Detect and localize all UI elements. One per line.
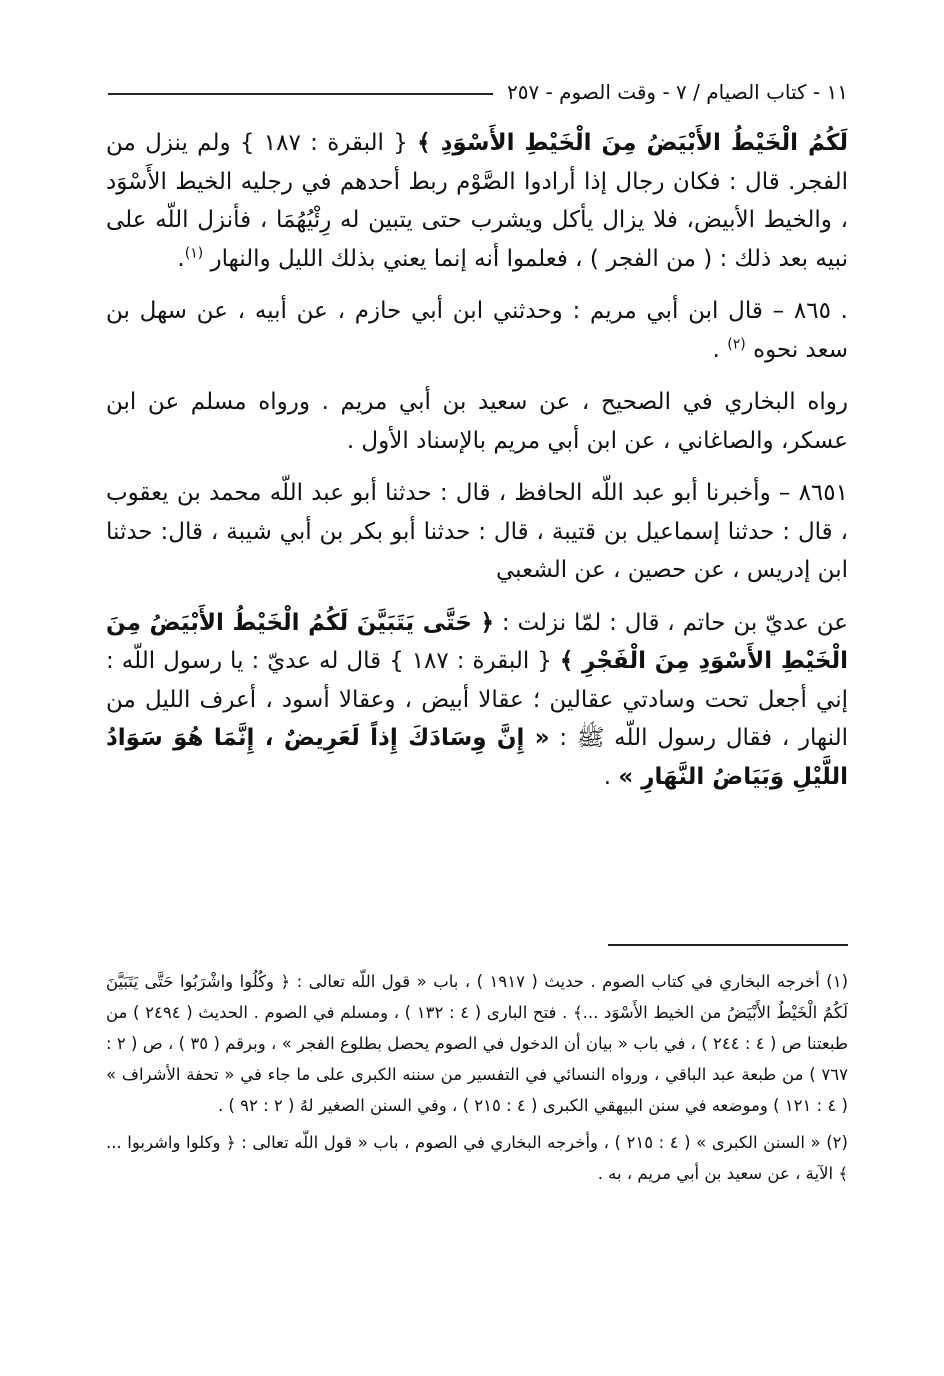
quran-verse: ﴿ حَتَّى يَتَبَيَّنَ لَكُمُ الْخَيْطُ الأَبْيَضُ مِنَ الْخَيْطِ الأَسْوَدِ مِنَ الْفَجْرِ ﴾	[106, 609, 848, 674]
footnote-marker-1[interactable]: (١)	[184, 244, 204, 261]
paragraph-1	[106, 124, 848, 278]
paragraph-2-text: . ٨٦٥ – قال ابن أبي مريم : وحدثني ابن أبي حازم ، عن أبيه ، عن سهل بن سعد نحوه	[106, 298, 848, 363]
paragraph-1-end: .	[177, 245, 185, 272]
paragraph-5-text: { البقرة : ١٨٧ } قال له عديّ : يا رسول اللّه : إني أجعل تحت وسادتي عقالين ؛ عقالا أبيض ، وعقالا أسود ، أعرف الليل من النهار ، فقال رسول اللّه ﷺ :	[106, 648, 848, 751]
paragraph-4	[106, 474, 848, 590]
hadith-quote: « إِنَّ وِسَادَكَ إِذاً لَعَرِيضٌ ، إِنَّمَا هُوَ سَوَادُ اللَّيْلِ وَبَيَاضُ النَّهَارِ »	[106, 725, 848, 790]
paragraph-2-end: .	[712, 336, 720, 363]
running-head-text: ١١ - كتاب الصيام / ٧ - وقت الصوم - ٢٥٧	[507, 80, 848, 104]
footnote-2: (٢) « السنن الكبرى » ( ٤ : ٢١٥ ) ، وأخرجه البخاري في الصوم ، باب « قول اللّه تعالى : ﴿ وكلوا واشربوا ... ﴾ الآية ، عن سعيد بن أبي مريم ، به .	[106, 1133, 848, 1183]
paragraph-4-text: ٨٦٥١ – وأخبرنا أبو عبد اللّه الحافظ ، قال : حدثنا أبو عبد اللّه محمد بن يعقوب ، قال : حدثنا إسماعيل بن قتيبة ، قال : حدثنا أبو بكر بن أبي شيبة ، قال: حدثنا ابن إدريس ، عن حصين ، عن الشعبي	[106, 480, 848, 583]
paragraph-5-start: عن عديّ بن حاتم ، قال : لمّا نزلت :	[501, 609, 848, 636]
paragraph-3-text: رواه البخاري في الصحيح ، عن سعيد بن أبي مريم . ورواه مسلم عن ابن عسكر، والصاغاني ، عن ابن أبي مريم بالإسناد الأول .	[106, 389, 848, 454]
footnotes	[106, 966, 848, 1195]
main-text	[106, 124, 848, 810]
quran-verse-fragment: لَكُمُ الْخَيْطُ الأَبْيَضُ مِنَ الْخَيْطِ الأَسْوَدِ ﴾	[417, 130, 849, 156]
paragraph-3	[106, 383, 848, 460]
paragraph-5	[106, 604, 848, 797]
paragraph-5-end: .	[603, 763, 612, 790]
running-head	[108, 72, 848, 112]
footnote-marker-2[interactable]: (٢)	[727, 335, 746, 352]
footnote-separator	[608, 944, 848, 946]
header-rule	[108, 93, 493, 95]
paragraph-2	[106, 292, 848, 369]
paragraph-1-text: { البقرة : ١٨٧ } ولم ينزل من الفجر. قال : فكان رجال إذا أرادوا الصَّوْم ربط أحدهم في رجليه الخيط الأَسْوَد ، والخيط الأبيض، فلا يزال يأكل ويشرب حتى يتبين له رِئْيُهُمَا ، فأنزل اللّه على نبيه بعد ذلك : ( من الفجر ) ، فعلموا أنه إنما يعني بذلك الليل والنهار	[106, 130, 848, 272]
footnote-1: (١) أخرجه البخاري في كتاب الصوم . حديث ( ١٩١٧ ) ، باب « قول اللّه تعالى : ﴿ وكُلُوا واشْرَبُوا حَتَّى يَتَبَيَّنَ لَكُمُ الْخَيْطُ الأَبْيَضُ من الخيط الأَسْوَد ...﴾ . فتح البارى ( ٤ : ١٣٢ ) ، ومسلم في الصوم . الحديث ( ٢٤٩٤ ) من طبعتنا ص ( ٤ : ٢٤٤ ) ، في باب « بيان أن الدخول في الصوم يحصل بطلوع الفجر » ، وبرقم ( ٣٥ ) ، ص ( ٢ : ٧٦٧ ) من طبعة عبد الباقي ، ورواه النسائي في التفسير من سننه الكبرى على ما جاء في « تحفة الأشراف » ( ٤ : ١٢١ ) وموضعه في سنن البيهقي الكبرى ( ٤ : ٢١٥ ) ، وفي السنن الصغير لهُ ( ٢ : ٩٢ ) .	[106, 972, 849, 1115]
